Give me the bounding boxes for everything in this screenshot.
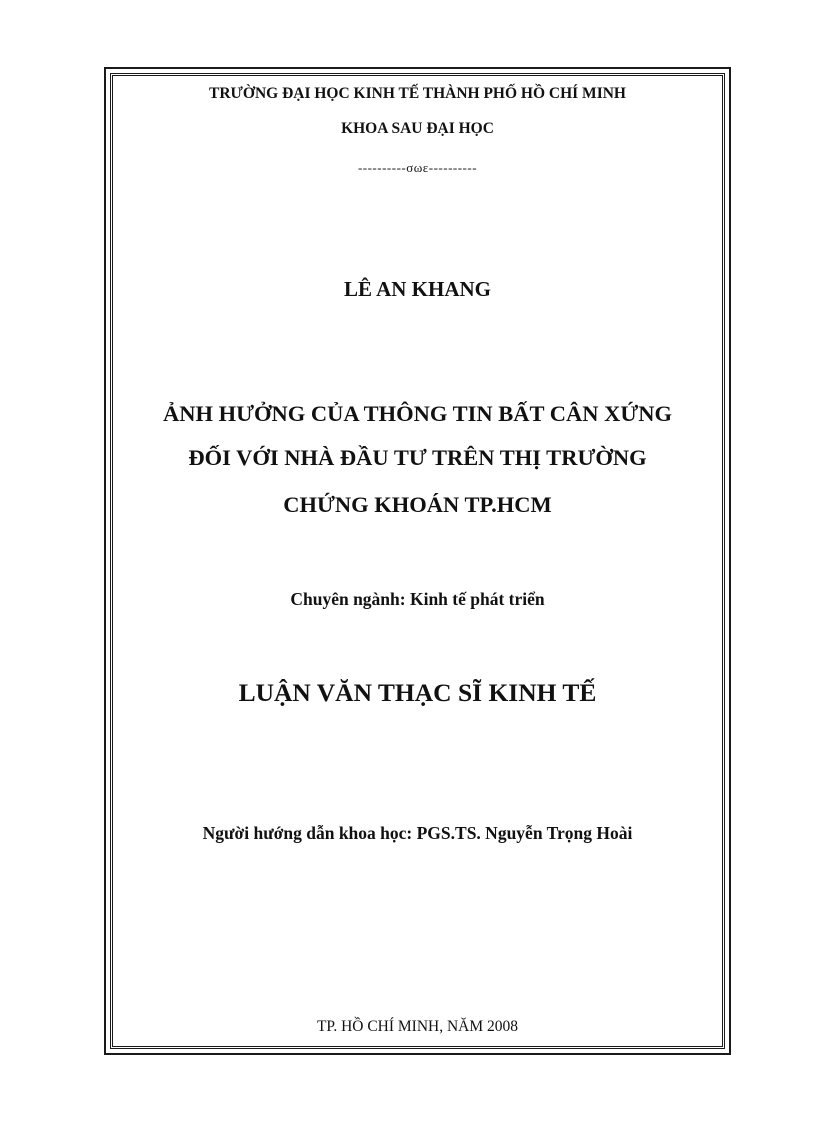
- thesis-title-line-1: ẢNH HƯỞNG CỦA THÔNG TIN BẤT CÂN XỨNG: [162, 401, 672, 426]
- thesis-title-line-2: ĐỐI VỚI NHÀ ĐẦU TƯ TRÊN THỊ TRƯỜNG: [188, 445, 647, 470]
- advisor-line: Người hướng dẫn khoa học: PGS.TS. Nguyễn Trọng Hoài: [202, 823, 633, 843]
- place-and-year: TP. HỒ CHÍ MINH, NĂM 2008: [316, 1018, 519, 1035]
- thesis-title-line-3: CHỨNG KHOÁN TP.HCM: [283, 492, 552, 517]
- ornament-divider: ----------σωε----------: [357, 160, 478, 175]
- faculty-name: KHOA SAU ĐẠI HỌC: [341, 120, 494, 137]
- university-name: TRƯỜNG ĐẠI HỌC KINH TẾ THÀNH PHỐ HỒ CHÍ MINH: [209, 85, 626, 102]
- author-name: LÊ AN KHANG: [343, 277, 492, 301]
- thesis-type: LUẬN VĂN THẠC SĨ KINH TẾ: [238, 678, 597, 707]
- major-field: Chuyên ngành: Kinh tế phát triển: [290, 589, 545, 609]
- page-border-inner: [110, 73, 725, 1049]
